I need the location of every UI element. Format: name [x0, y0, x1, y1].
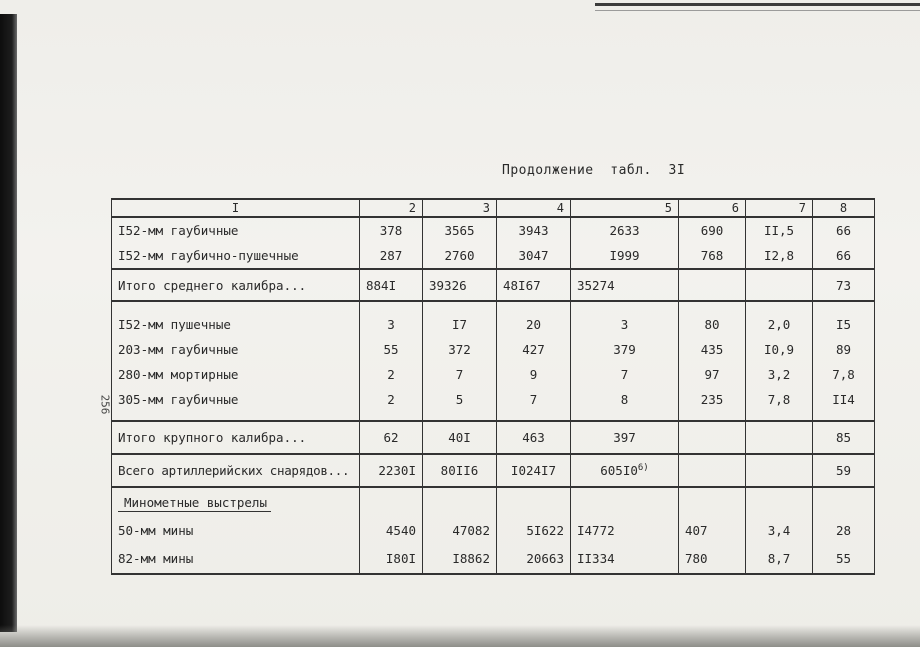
table-cell: 2: [360, 387, 423, 421]
row-label: I52-мм гаубичные: [112, 217, 360, 243]
table-cell: 9: [497, 362, 571, 387]
scan-bottom-shadow: [0, 625, 920, 647]
table-cell: I0,9: [746, 337, 813, 362]
column-header: 8: [813, 199, 875, 217]
table-cell: 73: [813, 269, 875, 301]
table-cell: II4: [813, 387, 875, 421]
table-cell: [571, 487, 679, 518]
table-cell: [360, 487, 423, 518]
total-row: [112, 454, 875, 487]
table-cell: 80II6: [423, 454, 497, 487]
column-header: 3: [423, 199, 497, 217]
row-label: 82-мм мины: [112, 543, 360, 574]
table-cell: [813, 487, 875, 518]
top-rule-line: [595, 3, 920, 6]
table-cell: 407: [679, 518, 746, 543]
table-cell: 427: [497, 337, 571, 362]
table-row: [112, 217, 875, 243]
table-cell: [746, 421, 813, 454]
table-cell: [746, 454, 813, 487]
row-label: Всего артиллерийских снарядов...: [112, 454, 360, 487]
table-cell: 287: [360, 243, 423, 269]
table-row: [112, 301, 875, 337]
table-cell: I7: [423, 301, 497, 337]
table-cell: [679, 454, 746, 487]
table-cell: 55: [813, 543, 875, 574]
table-cell: 397: [571, 421, 679, 454]
table-cell: 372: [423, 337, 497, 362]
table-cell: 3,4: [746, 518, 813, 543]
table-cell: 48I67: [497, 269, 571, 301]
table-cell: 59: [813, 454, 875, 487]
table-cell: 690: [679, 217, 746, 243]
table-row: [112, 518, 875, 543]
column-header: 2: [360, 199, 423, 217]
table-cell: 5: [423, 387, 497, 421]
row-label: I52-мм гаубично-пушечные: [112, 243, 360, 269]
table-cell: II,5: [746, 217, 813, 243]
table-cell: 62: [360, 421, 423, 454]
table-cell: 35274: [571, 269, 679, 301]
row-label: I52-мм пушечные: [112, 301, 360, 337]
table-cell: I999: [571, 243, 679, 269]
page-number: 256: [98, 394, 112, 415]
table-cell: I024I7: [497, 454, 571, 487]
cell-value: 605I0: [600, 463, 638, 479]
scan-binding-edge: [0, 14, 17, 632]
table-cell: 3: [360, 301, 423, 337]
subtotal-row: [112, 269, 875, 301]
column-header: I: [112, 199, 360, 217]
table-cell: 378: [360, 217, 423, 243]
table-row: [112, 543, 875, 574]
table-cell: 20: [497, 301, 571, 337]
table-cell: 7: [571, 362, 679, 387]
table-cell: I80I: [360, 543, 423, 574]
column-header: 5: [571, 199, 679, 217]
table-cell: [679, 487, 746, 518]
table-cell: [746, 269, 813, 301]
table-cell: 7,8: [813, 362, 875, 387]
table-row: [112, 362, 875, 387]
table-cell: 85: [813, 421, 875, 454]
footnote-marker: 6): [637, 462, 649, 473]
table-cell: 8,7: [746, 543, 813, 574]
table-caption: Продолжение табл. 3I: [502, 163, 686, 178]
table-cell: 235: [679, 387, 746, 421]
table-cell: 780: [679, 543, 746, 574]
table-cell: 2633: [571, 217, 679, 243]
table-cell: 89: [813, 337, 875, 362]
row-label: 50-мм мины: [112, 518, 360, 543]
row-label: Итого крупного калибра...: [112, 421, 360, 454]
table-cell: I5: [813, 301, 875, 337]
row-label: 203-мм гаубичные: [112, 337, 360, 362]
table-cell: 39326: [423, 269, 497, 301]
table-cell: 3,2: [746, 362, 813, 387]
section-header-row: [112, 487, 875, 518]
data-table: [111, 198, 875, 575]
table-cell: 2230I: [360, 454, 423, 487]
table-cell: I4772: [571, 518, 679, 543]
table-cell: [679, 269, 746, 301]
row-label: [112, 487, 360, 518]
table-cell: 3: [571, 301, 679, 337]
table-cell: 3047: [497, 243, 571, 269]
subtotal-row: [112, 421, 875, 454]
table-cell: 7,8: [746, 387, 813, 421]
table-cell: [423, 487, 497, 518]
table-cell: 20663: [497, 543, 571, 574]
header-row: [112, 199, 875, 217]
table-cell: 5I622: [497, 518, 571, 543]
row-label: Итого среднего калибра...: [112, 269, 360, 301]
table-cell: 2: [360, 362, 423, 387]
table-cell: 55: [360, 337, 423, 362]
table-cell: 768: [679, 243, 746, 269]
table-cell: [746, 487, 813, 518]
table-cell: 2760: [423, 243, 497, 269]
top-rule-line-thin: [595, 10, 920, 11]
table-row: [112, 387, 875, 421]
table-cell: I8862: [423, 543, 497, 574]
table-cell: 4540: [360, 518, 423, 543]
table-cell: 3565: [423, 217, 497, 243]
table-cell: 463: [497, 421, 571, 454]
table-cell: 7: [497, 387, 571, 421]
row-label: 280-мм мортирные: [112, 362, 360, 387]
column-header: 6: [679, 199, 746, 217]
table-cell: 66: [813, 243, 875, 269]
table-cell: 47082: [423, 518, 497, 543]
table-cell: 2,0: [746, 301, 813, 337]
section-title: Минометные выстрелы: [118, 495, 271, 512]
table-cell: 97: [679, 362, 746, 387]
table-cell: I2,8: [746, 243, 813, 269]
table-row: [112, 337, 875, 362]
table-cell: 8: [571, 387, 679, 421]
table-cell: [571, 454, 679, 487]
table-cell: [679, 421, 746, 454]
table-cell: 884I: [360, 269, 423, 301]
column-header: 7: [746, 199, 813, 217]
row-label: 305-мм гаубичные: [112, 387, 360, 421]
table-cell: 40I: [423, 421, 497, 454]
table-cell: 66: [813, 217, 875, 243]
table-cell: 28: [813, 518, 875, 543]
column-header: 4: [497, 199, 571, 217]
table-cell: II334: [571, 543, 679, 574]
table-cell: [497, 487, 571, 518]
table-cell: 435: [679, 337, 746, 362]
table-cell: 3943: [497, 217, 571, 243]
table-cell: 379: [571, 337, 679, 362]
table-cell: 80: [679, 301, 746, 337]
table-cell: 7: [423, 362, 497, 387]
table-row: [112, 243, 875, 269]
